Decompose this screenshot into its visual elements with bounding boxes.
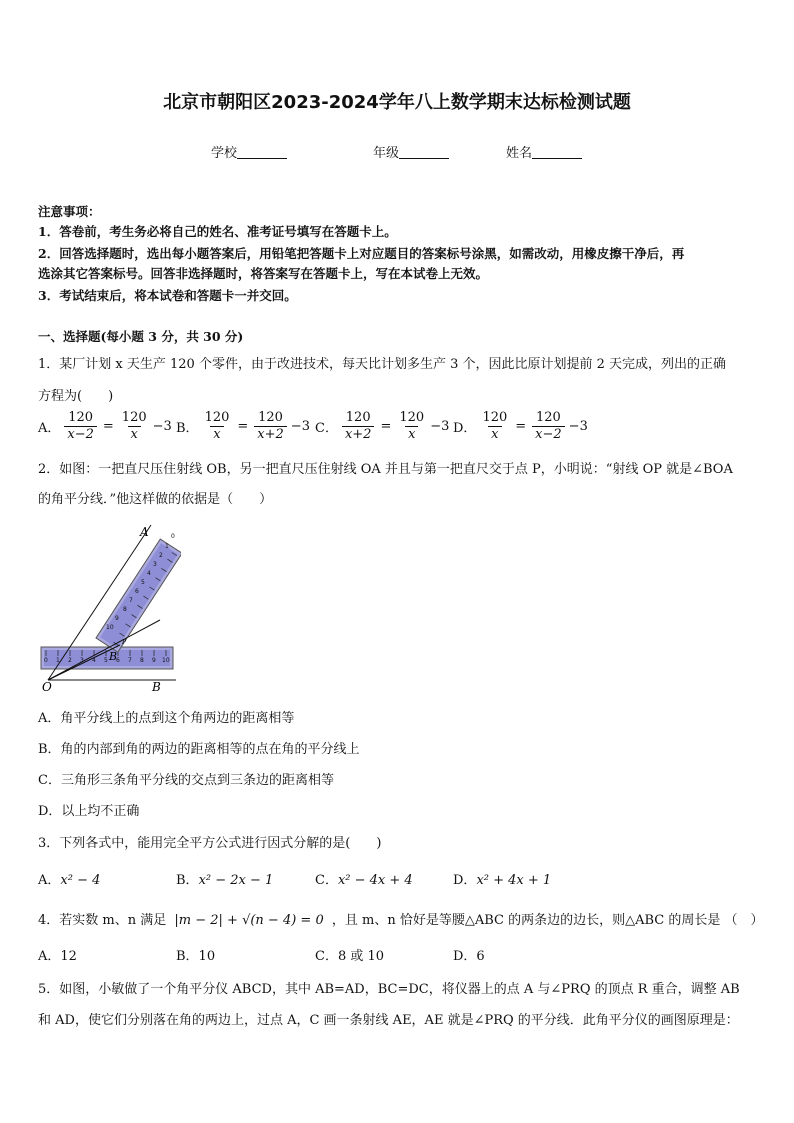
page-title: 北京市朝阳区2023-2024学年八上数学期末达标检测试题 [163, 92, 631, 113]
q2-option-c: C．三角形三条角平分线的交点到三条边的距离相等 [38, 773, 334, 788]
q4-stem [38, 909, 764, 928]
fraction: $\frac{120}{x-2}$ [64, 410, 97, 443]
option-label: D． [453, 421, 477, 436]
school-blank [237, 144, 287, 159]
q4-option-a: A．12 [38, 949, 77, 964]
q4-option-d: D．6 [453, 949, 485, 964]
svg-text:6: 6 [135, 588, 139, 595]
slanted-ruler [96, 539, 181, 652]
note-2-cont: 选涂其它答案标号。回答非选择题时，将答案写在答题卡上，写在本试卷上无效。 [38, 266, 489, 281]
fraction: $\frac{120}{x}$ [482, 410, 508, 442]
svg-text:4: 4 [147, 570, 151, 577]
q3-stem: 3．下列各式中，能用完全平方公式进行因式分解的是( ) [38, 836, 382, 851]
svg-text:3: 3 [153, 561, 157, 568]
svg-text:8: 8 [123, 606, 127, 613]
option-label: C． [315, 421, 338, 436]
q4-formula: |m − 2| + √(n − 4) = 0 [174, 913, 324, 928]
q2-stem-cont: 的角平分线．”他这样做的依据是（ ） [38, 492, 273, 507]
q2-option-b: B．角的内部到角的两边的距离相等的点在角的平分线上 [38, 742, 360, 757]
svg-text:0: 0 [44, 657, 48, 664]
label-b-ruler: B [109, 650, 118, 663]
svg-text:9: 9 [152, 657, 156, 664]
option-label: A． [38, 421, 61, 436]
q3-option-b: B．x² − 2x − 1 [176, 873, 274, 888]
svg-text:2: 2 [159, 552, 163, 559]
svg-text:9: 9 [115, 615, 119, 622]
svg-text:10: 10 [106, 624, 114, 631]
svg-text:6: 6 [116, 657, 120, 664]
svg-text:3: 3 [80, 657, 84, 664]
grade-blank [399, 144, 449, 159]
q4-stem-post: ，且 m、n 恰好是等腰△ABC 的两条边的边长，则△ABC 的周长是 （ ） [331, 913, 764, 928]
q1-stem-cont: 方程为( ) [38, 389, 114, 404]
q2-stem: 2．如图：一把直尺压住射线 OB，另一把直尺压住射线 OA 并且与第一把直尺交于点 P，小明说：“射线 OP 就是∠BOA [38, 462, 733, 477]
q5-stem-cont: 和 AD，使它们分别落在角的两边上，过点 A，C 画一条射线 AE，AE 就是∠PRQ 的平分线．此角平分仪的画图原理是： [38, 1013, 739, 1028]
svg-text:7: 7 [129, 597, 133, 604]
fraction: $\frac{120}{x}$ [121, 410, 147, 442]
grade-field [373, 142, 449, 161]
school-field [211, 142, 287, 161]
svg-text:5: 5 [141, 579, 145, 586]
q1-option-a: A． $\frac{120}{x-2}$ = $\frac{120}{x}$ −3 [38, 410, 172, 442]
svg-text:0: 0 [171, 533, 175, 540]
q2-option-a: A．角平分线上的点到这个角两边的距离相等 [38, 711, 295, 726]
note-2: 2．回答选择题时，选出每小题答案后，用铅笔把答题卡上对应题目的答案标号涂黑，如需改动，用橡皮擦干净后，再 [38, 246, 685, 261]
section-heading: 一、选择题(每小题 3 分，共 30 分) [38, 329, 244, 344]
name-blank [532, 144, 582, 159]
q2-ruler-figure [36, 520, 181, 695]
option-label: B． [176, 421, 199, 436]
q1-option-b: B． $\frac{120}{x}$ = $\frac{120}{x+2}$ −3 [176, 410, 310, 442]
fraction: $\frac{120}{x+2}$ [342, 410, 375, 443]
q3-option-a: A．x² − 4 [38, 873, 101, 888]
note-1: 1．答卷前，考生务必将自己的姓名、准考证号填写在答题卡上。 [38, 224, 397, 239]
fraction: $\frac{120}{x}$ [399, 410, 425, 442]
fraction: $\frac{120}{x-2}$ [532, 410, 565, 443]
label-a: A [140, 525, 149, 539]
label-p: P [122, 639, 127, 646]
svg-text:4: 4 [92, 657, 96, 664]
label-b-bottom: B [152, 680, 161, 694]
svg-text:1: 1 [165, 543, 169, 550]
svg-text:8: 8 [140, 657, 144, 664]
label-o: O [42, 680, 52, 694]
grade-label: 年级 [373, 146, 400, 161]
fraction: $\frac{120}{x+2}$ [254, 410, 287, 443]
note-3: 3．考试结束后，将本试卷和答题卡一并交回。 [38, 288, 297, 303]
q4-option-b: B．10 [176, 949, 216, 964]
svg-text:10: 10 [162, 657, 170, 664]
q3-option-c: C．x² − 4x + 4 [315, 873, 413, 888]
q5-stem: 5．如图，小敏做了一个角平分仪 ABCD，其中 AB=AD，BC=DC，将仪器上的点 A 与∠PRQ 的顶点 R 重合，调整 AB [38, 982, 740, 997]
name-field [506, 142, 582, 161]
q1-stem: 1．某厂计划 x 天生产 120 个零件，由于改进技术，每天比计划多生产 3 个，因此比原计划提前 2 天完成，列出的正确 [38, 357, 727, 372]
q4-option-c: C．8 或 10 [315, 949, 385, 964]
notes-heading: 注意事项： [38, 204, 101, 219]
name-label: 姓名 [506, 146, 533, 161]
q1-option-c: C． $\frac{120}{x+2}$ = $\frac{120}{x}$ −3 [315, 410, 450, 442]
fraction: $\frac{120}{x}$ [204, 410, 230, 442]
q2-option-d: D．以上均不正确 [38, 804, 140, 819]
svg-text:2: 2 [68, 657, 72, 664]
q1-option-d: D． $\frac{120}{x}$ = $\frac{120}{x-2}$ −3 [453, 410, 588, 442]
svg-text:5: 5 [104, 657, 108, 664]
svg-text:7: 7 [128, 657, 132, 664]
q3-option-d: D．x² + 4x + 1 [453, 873, 552, 888]
svg-text:1: 1 [56, 657, 60, 664]
q4-stem-pre: 4．若实数 m、n 满足 [38, 913, 167, 928]
school-label: 学校 [211, 146, 238, 161]
